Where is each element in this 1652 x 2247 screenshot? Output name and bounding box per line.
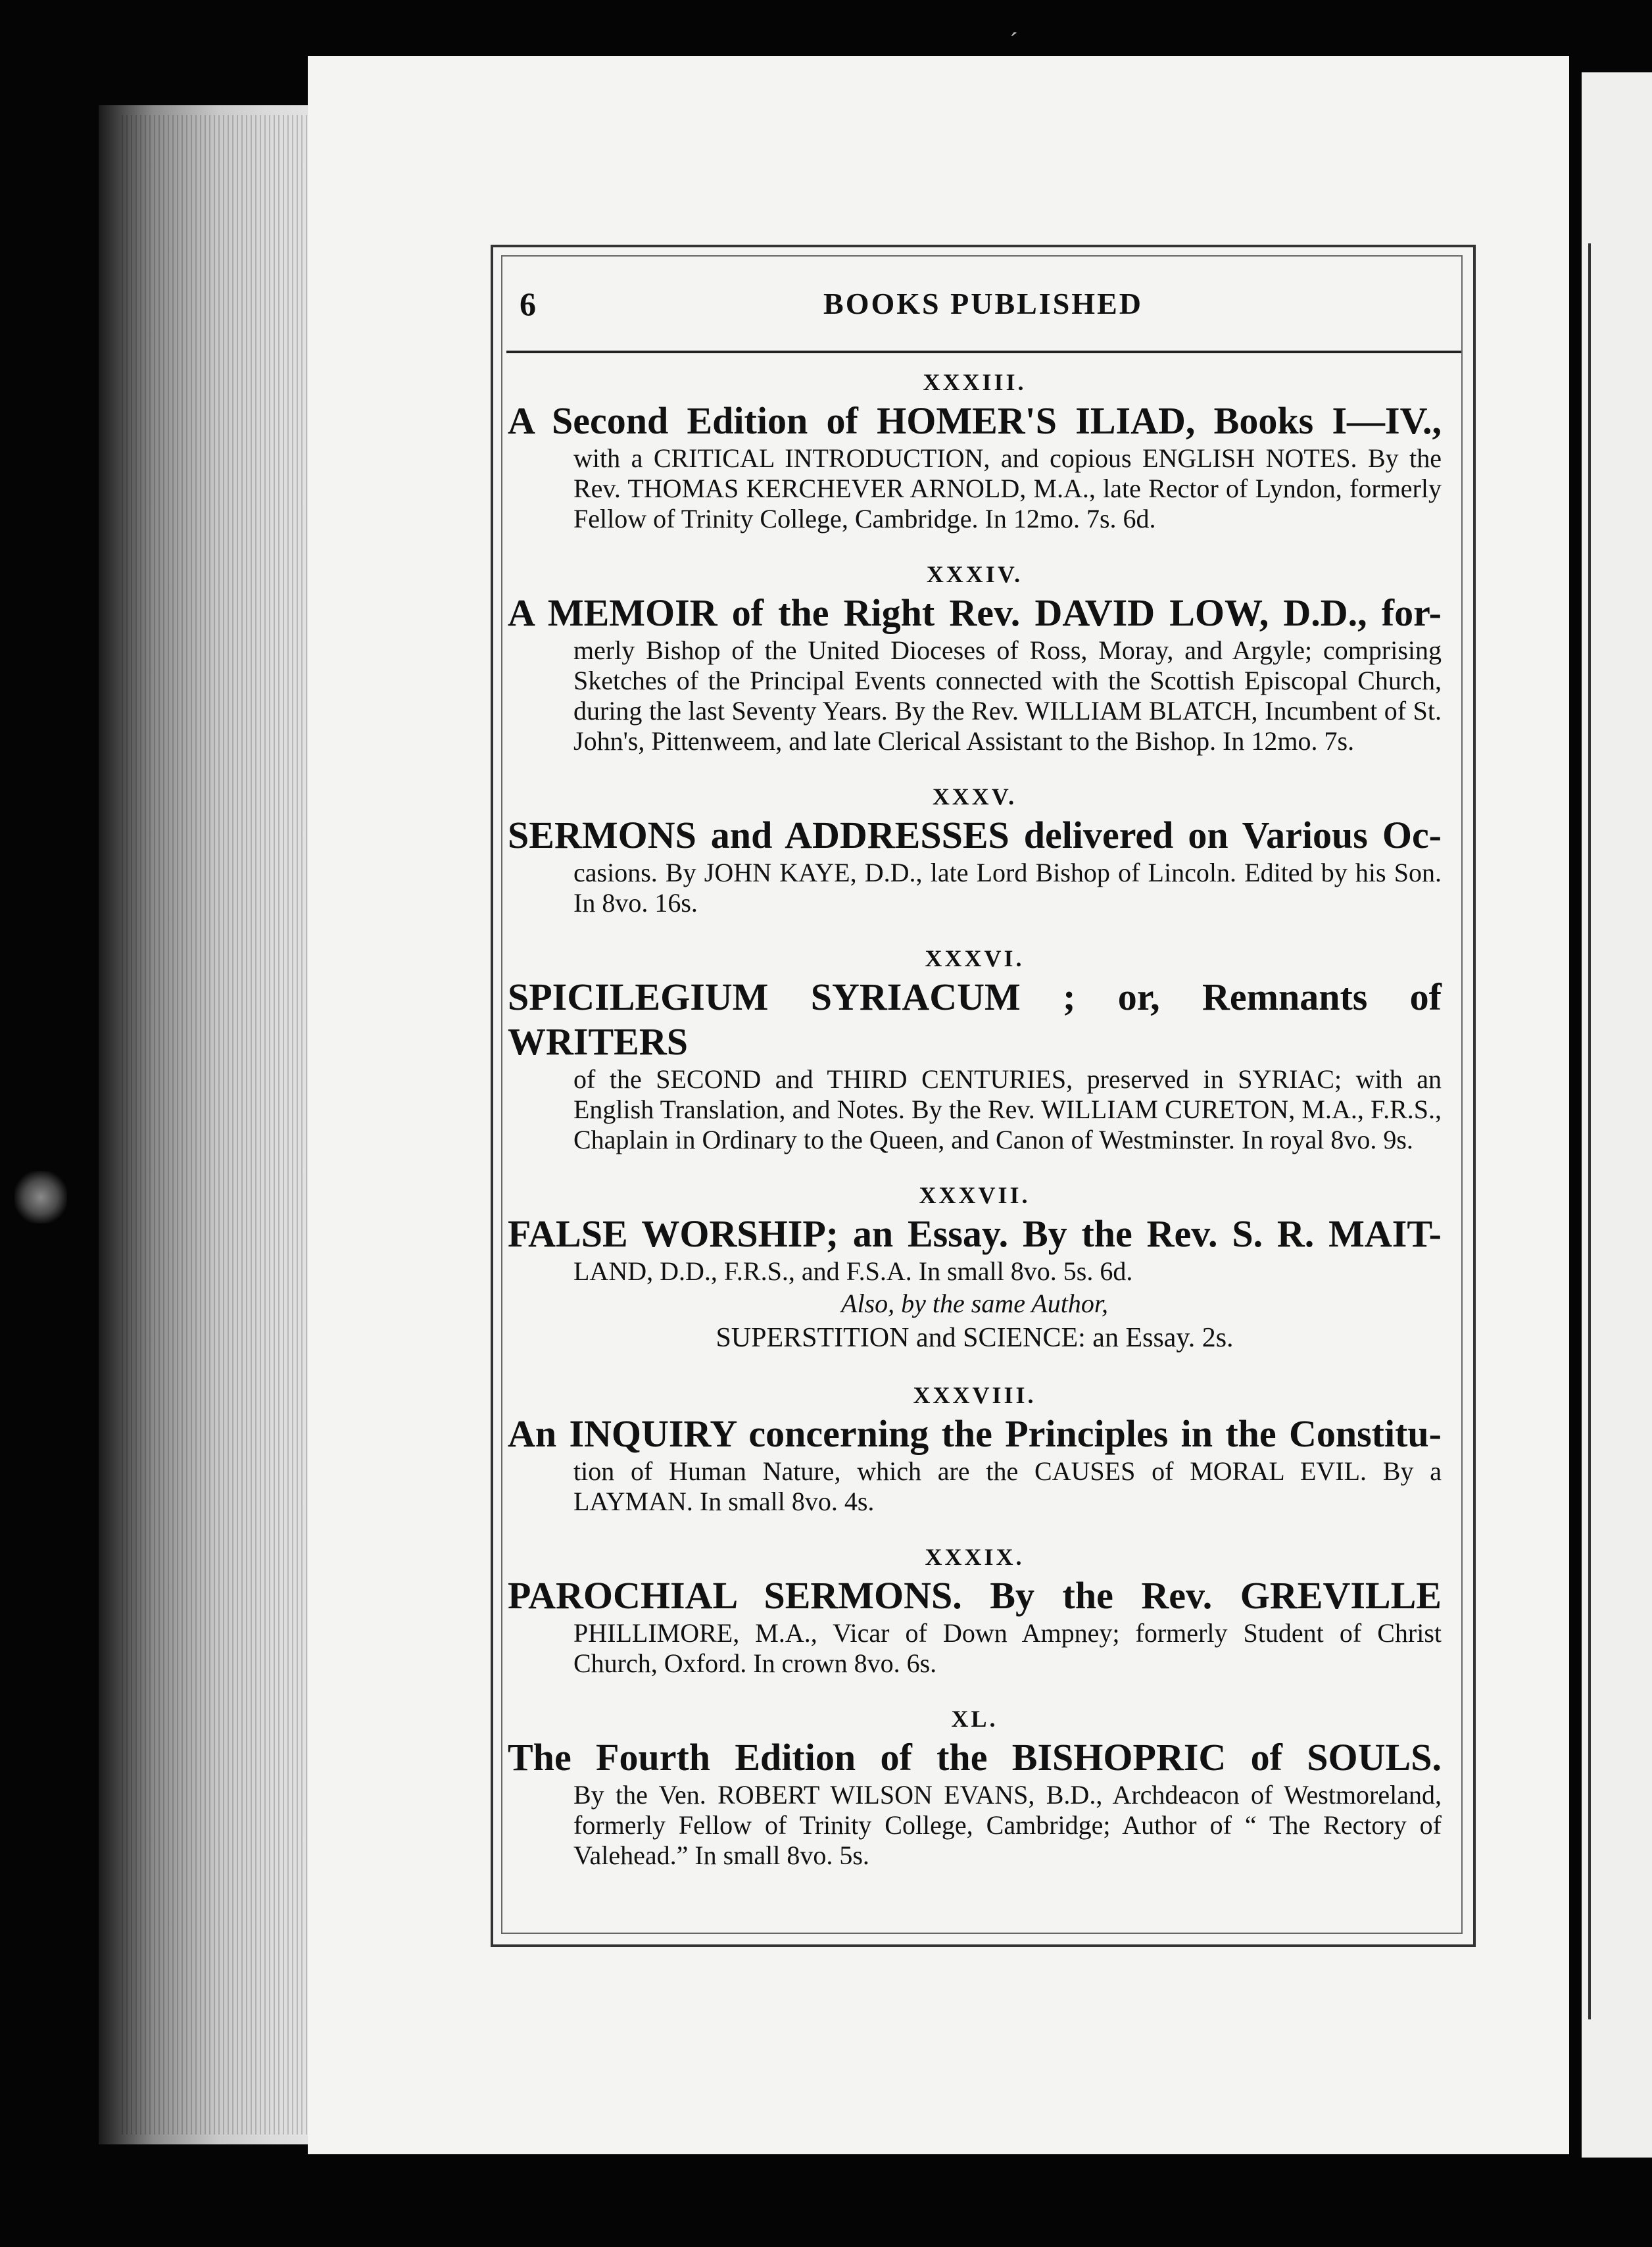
page-number: 6 (520, 285, 536, 322)
entry-body: LAND, D.D., F.R.S., and F.S.A. In small 8vo. 5s. 6d. (573, 1256, 1133, 1286)
entry-body: By the Ven. ROBERT WILSON EVANS, B.D., Archdeacon of Westmoreland, formerly Fellow of Trinity College, Cambridge; Author of “ The Rectory of Valehead.” In small 8vo. 5s. (573, 1780, 1442, 1870)
catalogue-entry (508, 1543, 1442, 1679)
entry-body: of the SECOND and THIRD CENTURIES, preserved in SYRIAC; with an English Translation, and Notes. By the Rev. WILLIAM CURETON, M.A., F.R.S., Chaplain in Ordinary to the Queen, and Canon of Westminster. In royal 8vo. 9s. (573, 1064, 1442, 1154)
also-by-author-line: Also, by the same Author, (841, 1289, 1108, 1318)
catalogue-entry (508, 783, 1442, 918)
entry-headline: PAROCHIAL SERMONS. By the Rev. GREVILLE (508, 1574, 1442, 1617)
catalogue-entry (508, 560, 1442, 756)
entry-body: merly Bishop of the United Dioceses of Ross, Moray, and Argyle; comprising Sketches of the Principal Events connected with the Scottish Episcopal Church, during the last Seventy Years. By the Rev. WILLIAM BLATCH, Incumbent of St. John's, Pittenweem, and late Clerical Assistant to the Bishop. In 12mo. 7s. (573, 635, 1442, 756)
entry-headline: A MEMOIR of the Right Rev. DAVID LOW, D.D., for- (508, 591, 1442, 634)
header-rule (506, 351, 1461, 353)
entry-body: with a CRITICAL INTRODUCTION, and copious ENGLISH NOTES. By the Rev. THOMAS KERCHEVER ARNOLD, M.A., late Rector of Lyndon, formerly Fellow of Trinity College, Cambridge. In 12mo. 7s. 6d. (573, 443, 1442, 533)
entry-headline: A Second Edition of HOMER'S ILIAD, Books I—IV., (508, 399, 1442, 442)
book-page-edges (122, 115, 312, 2135)
entry-numeral: XXXVIII. (913, 1382, 1036, 1408)
page-header (520, 280, 1447, 339)
entry-numeral: XXXIII. (923, 369, 1027, 395)
corner-mark: ´ (1009, 28, 1018, 56)
also-by-author-title: SUPERSTITION and SCIENCE: an Essay. 2s. (716, 1323, 1234, 1353)
entry-headline: FALSE WORSHIP; an Essay. By the Rev. S. R. MAIT- (508, 1212, 1442, 1255)
catalogue-entry (508, 1381, 1442, 1517)
entry-numeral: XXXIV. (926, 561, 1023, 587)
catalogue-entry (508, 1705, 1442, 1871)
facing-page-edge (1582, 72, 1652, 2158)
scan-smudge (14, 1171, 67, 1223)
entry-numeral: XXXVII. (919, 1182, 1031, 1208)
entry-body: tion of Human Nature, which are the CAUSES of MORAL EVIL. By a LAYMAN. In small 8vo. 4s. (573, 1456, 1442, 1516)
entry-headline: The Fourth Edition of the BISHOPRIC of SOULS. (508, 1736, 1442, 1779)
catalogue-list (508, 368, 1442, 1897)
entry-headline: An INQUIRY concerning the Principles in the Constitu- (508, 1412, 1442, 1455)
entry-body: PHILLIMORE, M.A., Vicar of Down Ampney; formerly Student of Christ Church, Oxford. In crown 8vo. 6s. (573, 1618, 1442, 1678)
entry-numeral: XL. (951, 1706, 998, 1732)
catalogue-entry (508, 945, 1442, 1155)
entry-numeral: XXXV. (932, 783, 1017, 810)
entry-numeral: XXXIX. (925, 1544, 1025, 1570)
catalogue-entry (508, 368, 1442, 534)
entry-numeral: XXXVI. (925, 945, 1025, 972)
catalogue-entry (508, 1181, 1442, 1355)
facing-page-rule (1588, 243, 1591, 2019)
entry-headline: SERMONS and ADDRESSES delivered on Various Oc- (508, 814, 1442, 856)
entry-headline: SPICILEGIUM SYRIACUM ; or, Remnants of WRITERS (508, 975, 1442, 1063)
entry-body: casions. By JOHN KAYE, D.D., late Lord Bishop of Lincoln. Edited by his Son. In 8vo. 16s. (573, 858, 1442, 918)
running-head: BOOKS PUBLISHED (823, 287, 1143, 320)
